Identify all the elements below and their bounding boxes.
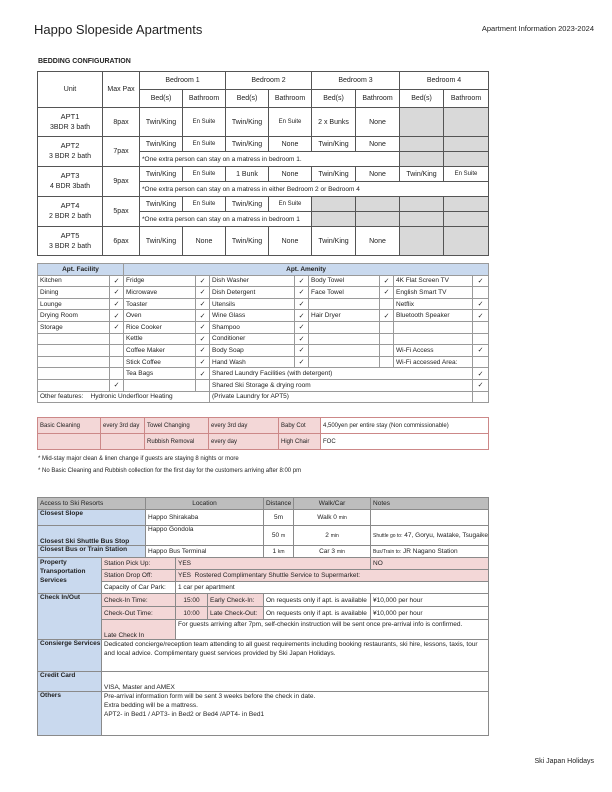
check-icon <box>473 356 489 368</box>
notes-header: Notes <box>371 498 489 510</box>
check-icon: ✓ <box>473 345 489 357</box>
table-row <box>38 558 489 570</box>
table-row <box>38 379 489 391</box>
check-icon: ✓ <box>473 379 489 391</box>
babycot-label: Baby Cot <box>279 418 321 434</box>
amenity3-item: Body Towel <box>309 275 380 287</box>
bath-cell: None <box>356 108 400 137</box>
towel-freq: every 3rd day <box>209 418 279 434</box>
cleaning-note: * Mid-stay major clean & linen change if guests are staying 8 nights or more <box>38 456 239 462</box>
check-icon <box>473 287 489 299</box>
table-row <box>38 108 489 137</box>
check-icon: ✓ <box>110 287 124 299</box>
pax-cell: 6pax <box>103 227 140 256</box>
empty-cell <box>444 212 489 227</box>
bed-cell: Twin/King <box>140 108 183 137</box>
bath-cell: En Suite <box>269 108 312 137</box>
check-icon: ✓ <box>473 368 489 380</box>
amenity1-item: Microwave <box>124 287 196 299</box>
table-row <box>38 607 489 620</box>
check-icon <box>110 356 124 368</box>
empty-cell <box>444 197 489 212</box>
early-note: On requests only if apt. is available <box>264 594 371 607</box>
amenity2-item: Conditioner <box>210 333 295 345</box>
concierge-text: Dedicated concierge/reception team attending to all guest requirements including booking restaurants, ski hire, lessons, taxis, tour and local advice. Complimentary guest services provided by Ski Japan Holidays. <box>102 640 489 672</box>
empty-cell <box>356 197 400 212</box>
bed-cell: Twin/King <box>226 108 269 137</box>
check-icon: ✓ <box>196 310 210 322</box>
empty-cell <box>400 197 444 212</box>
beds-header: Bed(s) <box>226 90 269 108</box>
check-icon <box>380 298 394 310</box>
bus-location: Happo Bus Terminal <box>146 546 264 558</box>
check-icon: ✓ <box>473 310 489 322</box>
check-icon <box>473 333 489 345</box>
bath-cell: None <box>183 227 226 256</box>
unit-cell: APT2 3 BDR 2 bath <box>38 137 103 167</box>
check-icon: ✓ <box>295 333 309 345</box>
beds-header: Bed(s) <box>312 90 356 108</box>
dropoff-value: YES Rostered Complimentary Shuttle Service to Supermarket: <box>176 570 489 582</box>
check-icon: ✓ <box>196 287 210 299</box>
bath-cell: None <box>269 137 312 152</box>
amenity1-item: Oven <box>124 310 196 322</box>
table-row <box>38 391 489 403</box>
amenity2-item: Dish Detergent <box>210 287 295 299</box>
bed-cell: Twin/King <box>140 197 183 212</box>
amenity4-item <box>394 321 473 333</box>
beds-header: Bed(s) <box>140 90 183 108</box>
amenity3-item <box>309 345 380 357</box>
bathroom-header: Bathroom <box>356 90 400 108</box>
check-icon <box>473 391 489 403</box>
bed-cell: Twin/King <box>226 197 269 212</box>
empty-cell <box>312 197 356 212</box>
bed-cell: Twin/King <box>312 137 356 152</box>
carpark-label: Capacity of Car Park: <box>102 582 176 594</box>
bath-cell: None <box>356 227 400 256</box>
empty-cell <box>356 212 400 227</box>
facility-item: Lounge <box>38 298 110 310</box>
credit-card-label: Credit Card <box>38 672 102 692</box>
babycot-value: 4,500yen per entire stay (Non commissionable) <box>321 418 489 434</box>
empty-cell <box>444 108 489 137</box>
empty-cell <box>38 434 101 450</box>
table-row <box>38 570 489 582</box>
table-row <box>38 275 489 287</box>
cleaning-label: Basic Cleaning <box>38 418 101 434</box>
maxpax-header: Max Pax <box>103 72 140 108</box>
bath-cell: En Suite <box>183 137 226 152</box>
other-features-value: Hydronic Underfloor Heating <box>90 393 173 401</box>
check-icon <box>380 321 394 333</box>
empty-cell <box>312 212 356 227</box>
shuttle-walk: 2 min <box>294 526 371 546</box>
bathroom-header: Bathroom <box>183 90 226 108</box>
table-row <box>38 672 489 692</box>
check-icon: ✓ <box>196 356 210 368</box>
page-subtitle: Apartment Information 2023-2024 <box>481 24 594 33</box>
checkin-time: 15:00 <box>176 594 208 607</box>
rubbish-label: Rubbish Removal <box>145 434 209 450</box>
check-icon: ✓ <box>295 310 309 322</box>
pax-cell: 7pax <box>103 137 140 167</box>
page-title: Happo Slopeside Apartments <box>34 22 203 37</box>
bus-notes: Bus/Train to: JR Nagano Station <box>371 546 489 558</box>
bedroom-header: Bedroom 2 <box>226 72 312 90</box>
pax-cell: 8pax <box>103 108 140 137</box>
bedroom-header: Bedroom 4 <box>400 72 489 90</box>
late-checkout-price: ¥10,000 per hour <box>371 607 489 620</box>
beds-header: Bed(s) <box>400 90 444 108</box>
facility-item <box>38 356 110 368</box>
check-icon <box>473 321 489 333</box>
pax-cell: 5pax <box>103 197 140 227</box>
table-row <box>38 620 489 640</box>
table-row <box>38 333 489 345</box>
bath-cell: None <box>269 227 312 256</box>
amenity4-item <box>394 333 473 345</box>
rubbish-freq: every day <box>209 434 279 450</box>
check-icon: ✓ <box>380 287 394 299</box>
amenity1-item: Tea Bags <box>124 368 196 380</box>
amenity2-item: Hand Wash <box>210 356 295 368</box>
cleaning-note: * No Basic Cleaning and Rubbish collection for the first day for the customers arriving after 8:00 pm <box>38 468 302 474</box>
carpark-value: 1 car per apartment <box>176 582 489 594</box>
early-label: Early Check-In: <box>208 594 264 607</box>
amenity2-item: Shampoo <box>210 321 295 333</box>
amenity1-item <box>124 379 196 391</box>
pickup-label: Station Pick Up: <box>102 558 176 570</box>
amenity3-item: Hair Dryer <box>309 310 380 322</box>
table-row <box>38 692 489 736</box>
check-icon: ✓ <box>110 379 124 391</box>
walkcar-header: Walk/Car <box>294 498 371 510</box>
check-icon <box>110 345 124 357</box>
facility-item <box>38 379 110 391</box>
bus-station-label: Closest Bus or Train Station <box>38 546 146 558</box>
table-row <box>38 227 489 256</box>
bed-cell: Twin/King <box>312 167 356 182</box>
unit-header: Unit <box>38 72 103 108</box>
bedroom-header: Bedroom 1 <box>140 72 226 90</box>
bath-cell: None <box>356 137 400 152</box>
amenity2-item: Wine Glass <box>210 310 295 322</box>
pickup-no: NO <box>371 558 489 570</box>
towel-label: Towel Changing <box>145 418 209 434</box>
amenity3-item: Face Towel <box>309 287 380 299</box>
table-row <box>38 434 489 450</box>
late-checkout-label: Late Check-Out: <box>208 607 264 620</box>
cleaning-table <box>37 417 489 450</box>
check-icon: ✓ <box>380 275 394 287</box>
amenity1-item: Coffee Maker <box>124 345 196 357</box>
property-info-table <box>37 497 489 736</box>
empty-cell <box>400 137 444 152</box>
check-icon: ✓ <box>110 310 124 322</box>
shared-facility-cell: (Private Laundry for APT5) <box>210 391 473 403</box>
amenity3-item <box>309 356 380 368</box>
bedding-table <box>37 71 489 256</box>
checkout-label: Check-Out Time: <box>102 607 176 620</box>
note-cell: *One extra person can stay on a matress in either Bedroom 2 or Bedroom 4 <box>140 182 489 197</box>
highchair-label: High Chair <box>279 434 321 450</box>
check-icon: ✓ <box>295 345 309 357</box>
check-icon: ✓ <box>196 333 210 345</box>
bed-cell: Twin/King <box>226 137 269 152</box>
slope-location: Happo Shirakaba <box>146 510 264 526</box>
others-line: Extra bedding will be a mattress. <box>104 702 198 709</box>
check-icon: ✓ <box>473 275 489 287</box>
facility-item: Dining <box>38 287 110 299</box>
facility-item: Drying Room <box>38 310 110 322</box>
amenities-table <box>37 263 489 403</box>
table-row <box>38 345 489 357</box>
access-header: Access to Ski Resorts <box>38 498 146 510</box>
bath-cell: En Suite <box>183 197 226 212</box>
bed-cell: 2 x Bunks <box>312 108 356 137</box>
bed-cell: Twin/King <box>226 227 269 256</box>
table-row <box>38 510 489 526</box>
cleaning-notes <box>38 453 301 477</box>
late-checkin-label: Late Check In <box>102 620 176 640</box>
pickup-value: YES <box>176 558 371 570</box>
amenity2-item: Utensils <box>210 298 295 310</box>
table-row <box>38 498 489 510</box>
check-icon <box>110 333 124 345</box>
shuttle-distance: 50 m <box>264 526 294 546</box>
bed-cell: 1 Bunk <box>226 167 269 182</box>
table-row <box>38 582 489 594</box>
check-icon: ✓ <box>295 287 309 299</box>
table-row <box>38 310 489 322</box>
distance-header: Distance <box>264 498 294 510</box>
bath-cell: None <box>269 167 312 182</box>
check-icon: ✓ <box>110 298 124 310</box>
slope-notes <box>371 510 489 526</box>
check-icon: ✓ <box>295 298 309 310</box>
location-header: Location <box>146 498 264 510</box>
late-checkin-note: For guests arriving after 7pm, self-checkin instruction will be sent once pre-arrival info is confirmed. <box>176 620 489 640</box>
bedroom-header: Bedroom 3 <box>312 72 400 90</box>
table-row <box>38 356 489 368</box>
amenity1-item: Toaster <box>124 298 196 310</box>
empty-cell <box>400 227 444 256</box>
check-icon: ✓ <box>196 275 210 287</box>
check-icon: ✓ <box>473 298 489 310</box>
facility-item: Kitchen <box>38 275 110 287</box>
amenity1-item: Fridge <box>124 275 196 287</box>
empty-cell <box>400 212 444 227</box>
table-row <box>38 137 489 152</box>
bed-cell: Twin/King <box>140 137 183 152</box>
note-cell: *One extra person can stay on a matress in bedroom 1. <box>140 152 400 167</box>
bath-cell: En Suite <box>183 167 226 182</box>
checkout-time: 10:00 <box>176 607 208 620</box>
facility-heading: Apt. Facility <box>38 264 124 276</box>
amenity4-item: English Smart TV <box>394 287 473 299</box>
bed-cell: Twin/King <box>400 167 444 182</box>
shared-facility-cell: Shared Laundry Facilities (with detergent) <box>210 368 473 380</box>
amenity4-item: Wi-Fi accessed Area: <box>394 356 473 368</box>
bed-cell: Twin/King <box>140 167 183 182</box>
empty-cell <box>101 434 145 450</box>
other-features-label: Other features: <box>40 393 84 401</box>
check-icon <box>380 356 394 368</box>
bathroom-header: Bathroom <box>444 90 489 108</box>
amenity3-item <box>309 321 380 333</box>
unit-cell: APT4 2 BDR 2 bath <box>38 197 103 227</box>
others-line: APT2- in Bed1 / APT3- in Bed2 or Bed4 /APT4- in Bed1 <box>104 711 265 718</box>
amenity4-item: Netflix <box>394 298 473 310</box>
table-row <box>38 287 489 299</box>
bath-cell: None <box>356 167 400 182</box>
table-row <box>38 321 489 333</box>
cleaning-freq: every 3rd day <box>101 418 145 434</box>
dropoff-label: Station Drop Off: <box>102 570 176 582</box>
amenity2-item: Dish Washer <box>210 275 295 287</box>
check-icon <box>196 379 210 391</box>
check-icon: ✓ <box>196 298 210 310</box>
bus-walk: Car 3 min <box>294 546 371 558</box>
early-price: ¥10,000 per hour <box>371 594 489 607</box>
check-icon: ✓ <box>110 321 124 333</box>
unit-cell: APT1 3BDR 3 bath <box>38 108 103 137</box>
facility-item: Storage <box>38 321 110 333</box>
check-icon: ✓ <box>196 321 210 333</box>
table-row <box>38 418 489 434</box>
shuttle-location: Happo Gondola <box>146 526 264 546</box>
facility-item <box>38 345 110 357</box>
facility-item <box>38 368 110 380</box>
amenity4-item: 4K Flat Screen TV <box>394 275 473 287</box>
amenity4-item: Bluetooth Speaker <box>394 310 473 322</box>
amenity1-item: Rice Cooker <box>124 321 196 333</box>
check-icon: ✓ <box>380 310 394 322</box>
amenity1-item: Stick Coffee <box>124 356 196 368</box>
check-icon <box>380 345 394 357</box>
empty-cell <box>400 108 444 137</box>
table-row <box>38 197 489 212</box>
check-icon: ✓ <box>295 321 309 333</box>
others-line: Pre-arrival information form will be sent 3 weeks before the check in date. <box>104 693 316 700</box>
check-icon: ✓ <box>196 345 210 357</box>
others-label: Others <box>38 692 102 736</box>
empty-cell <box>444 227 489 256</box>
amenity-heading: Apt. Amenity <box>124 264 489 276</box>
amenity3-item <box>309 298 380 310</box>
check-icon: ✓ <box>295 275 309 287</box>
others-text <box>102 692 489 736</box>
shuttle-notes: Shuttle go to: 47, Goryu, Iwatake, Tsugaike <box>371 526 489 546</box>
empty-cell <box>400 152 444 167</box>
table-row <box>38 368 489 380</box>
late-checkout-note: On requests only if apt. is available <box>264 607 371 620</box>
bus-distance: 1 km <box>264 546 294 558</box>
bath-cell: En Suite <box>269 197 312 212</box>
table-row <box>38 167 489 182</box>
pax-cell: 9pax <box>103 167 140 197</box>
table-row <box>38 640 489 672</box>
closest-slope-label: Closest Slope <box>38 510 146 526</box>
empty-cell <box>444 152 489 167</box>
transport-label: Property Transportation Services <box>38 558 102 594</box>
table-row <box>38 594 489 607</box>
slope-distance: 5m <box>264 510 294 526</box>
bedding-heading: BEDDING CONFIGURATION <box>38 58 131 65</box>
concierge-label: Consierge Services <box>38 640 102 672</box>
facility-item <box>38 333 110 345</box>
table-row <box>38 298 489 310</box>
check-icon <box>110 368 124 380</box>
highchair-value: FOC <box>321 434 489 450</box>
bath-cell: En Suite <box>183 108 226 137</box>
footer-text: Ski Japan Holidays <box>534 758 594 765</box>
shuttle-stop-label: Closest Ski Shuttle Bus Stop <box>38 526 146 546</box>
unit-cell: APT5 3 BDR 2 bath <box>38 227 103 256</box>
checkinout-label: Check In/Out <box>38 594 102 640</box>
credit-card-value: VISA, Master and AMEX <box>102 672 489 692</box>
check-icon: ✓ <box>196 368 210 380</box>
empty-cell <box>444 137 489 152</box>
checkin-label: Check-In Time: <box>102 594 176 607</box>
table-row <box>38 546 489 558</box>
table-row <box>38 526 489 546</box>
amenity4-item: Wi-Fi Access <box>394 345 473 357</box>
amenity1-item: Kettle <box>124 333 196 345</box>
other-features-cell <box>38 391 210 403</box>
check-icon: ✓ <box>110 275 124 287</box>
bath-cell: En Suite <box>444 167 489 182</box>
shared-facility-cell: Shared Ski Storage & drying room <box>210 379 473 391</box>
note-cell: *One extra person can stay on a matress in bedroom 1 <box>140 212 312 227</box>
check-icon <box>380 333 394 345</box>
bed-cell: Twin/King <box>312 227 356 256</box>
bed-cell: Twin/King <box>140 227 183 256</box>
unit-cell: APT3 4 BDR 3bath <box>38 167 103 197</box>
bathroom-header: Bathroom <box>269 90 312 108</box>
slope-walk: Walk 0 min <box>294 510 371 526</box>
check-icon: ✓ <box>295 356 309 368</box>
amenity2-item: Body Soap <box>210 345 295 357</box>
amenity3-item <box>309 333 380 345</box>
